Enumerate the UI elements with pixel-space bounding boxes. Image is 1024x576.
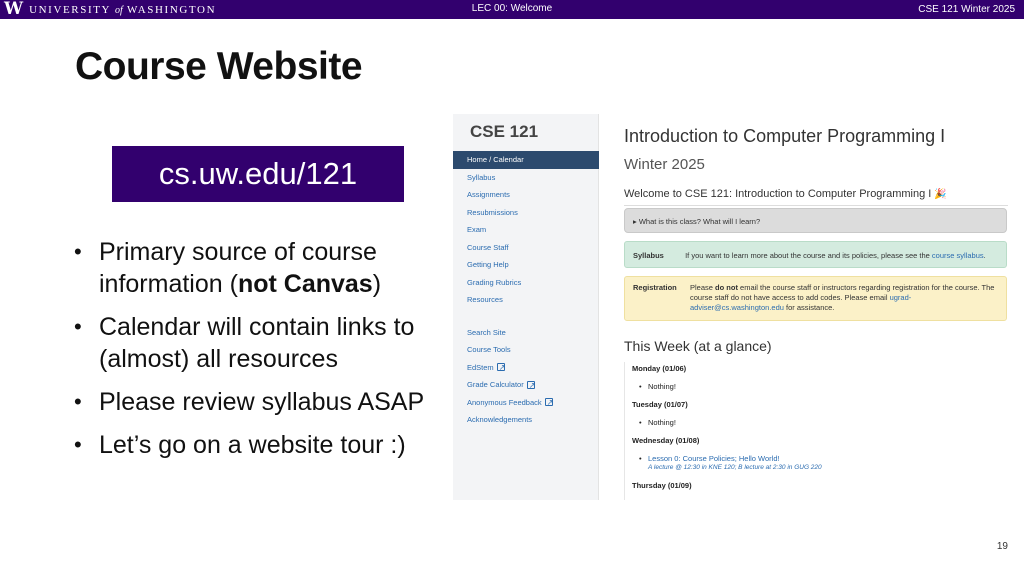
- lesson-0-link[interactable]: Lesson 0: Course Policies; Hello World!: [648, 454, 780, 463]
- lecture-info: A lecture @ 12:30 in KNE 120; B lecture at 2:30 in GUG 220: [648, 464, 822, 471]
- callout-body: Please do not email the course staff or instructors regarding registration for the course. The course staff do not have access to add codes. Please email ugrad-adviser@cs.washington.edu for assistance.: [690, 283, 995, 312]
- syllabus-callout: Syllabus If you want to learn more about the course and its policies, please see the course syllabus.: [624, 241, 1007, 268]
- nav-item-grade-calculator[interactable]: Grade Calculator ↗: [453, 376, 599, 394]
- nav-item-syllabus[interactable]: Syllabus: [467, 172, 496, 182]
- slide-title: Course Website: [75, 45, 363, 88]
- site-subheading: Winter 2025: [624, 156, 705, 173]
- day-heading: Monday (01/06): [632, 364, 687, 373]
- party-popper-icon: 🎉: [934, 189, 947, 200]
- external-link-icon: [545, 398, 553, 406]
- website-screenshot: [453, 114, 1009, 500]
- nav-item-course-tools[interactable]: Course Tools: [467, 345, 511, 354]
- page-number: 19: [996, 541, 1008, 552]
- course-url-box: cs.uw.edu/121: [112, 146, 404, 202]
- nav-item-course-staff[interactable]: Course Staff: [467, 242, 509, 252]
- details-summary[interactable]: ▸ What is this class? What will I learn?: [624, 208, 1007, 233]
- day-heading: Wednesday (01/08): [632, 436, 700, 445]
- external-link-icon: [497, 363, 505, 371]
- nav-item-exam[interactable]: Exam: [467, 225, 487, 234]
- list-item: [632, 454, 1007, 466]
- callout-label: Registration: [633, 283, 677, 292]
- site-heading: Introduction to Computer Programming I: [624, 126, 946, 146]
- week-title: This Week (at a glance): [624, 338, 772, 354]
- nav-item-home-calendar[interactable]: Home / Calendar: [453, 151, 599, 169]
- top-bar: [0, 0, 1024, 19]
- lecture-title: LEC 00: Welcome: [471, 3, 553, 14]
- bullet-list: [72, 236, 452, 472]
- nav-item-getting-help[interactable]: Getting Help: [467, 260, 509, 269]
- day-heading: Thursday (01/09): [632, 481, 692, 490]
- nav-item-edstem[interactable]: EdStem ↗: [453, 359, 599, 377]
- nav-item-resources[interactable]: Resources: [467, 295, 503, 304]
- adviser-email-link[interactable]: ugrad-adviser@cs.washington.edu: [690, 293, 912, 312]
- list-item: • Nothing!: [632, 418, 1007, 430]
- welcome-text: Welcome to CSE 121: Introduction to Computer Programming I 🎉: [624, 188, 1008, 206]
- registration-callout: [624, 276, 1007, 321]
- bullet-item: • Calendar will contain links to (almost) all resources: [72, 311, 452, 375]
- uw-wordmark: UNIVERSITY of WASHINGTON: [29, 3, 217, 16]
- nav-item-grading-rubrics[interactable]: Grading Rubrics: [467, 277, 522, 287]
- external-link-icon: [527, 381, 535, 389]
- nav-item-assignments[interactable]: Assignments: [467, 190, 510, 199]
- bullet-item: • Please review syllabus ASAP: [72, 386, 452, 418]
- list-item: • Nothing!: [632, 382, 1007, 394]
- day-heading: Tuesday (01/07): [632, 400, 688, 409]
- course-syllabus-link[interactable]: course syllabus: [931, 251, 984, 260]
- site-sidebar: [453, 114, 599, 500]
- nav-item-acknowledgements[interactable]: Acknowledgements: [467, 415, 533, 424]
- site-logo[interactable]: CSE 121: [470, 122, 539, 141]
- nav-divider: [453, 309, 599, 324]
- site-main: [624, 114, 1008, 500]
- site-nav: [453, 151, 599, 429]
- bullet-item: • Primary source of course information (not Canvas): [72, 236, 452, 300]
- nav-item-resubmissions[interactable]: Resubmissions: [467, 207, 518, 217]
- course-tag: CSE 121 Winter 2025: [918, 4, 1015, 15]
- nav-item-anonymous-feedback[interactable]: Anonymous Feedback ↗: [453, 394, 599, 412]
- nav-item-search-site[interactable]: Search Site: [467, 327, 506, 337]
- callout-label: Syllabus: [633, 251, 664, 260]
- bullet-item: • Let’s go on a website tour :): [72, 429, 452, 461]
- uw-w-icon: W: [4, 0, 24, 19]
- week-calendar: [624, 362, 1007, 500]
